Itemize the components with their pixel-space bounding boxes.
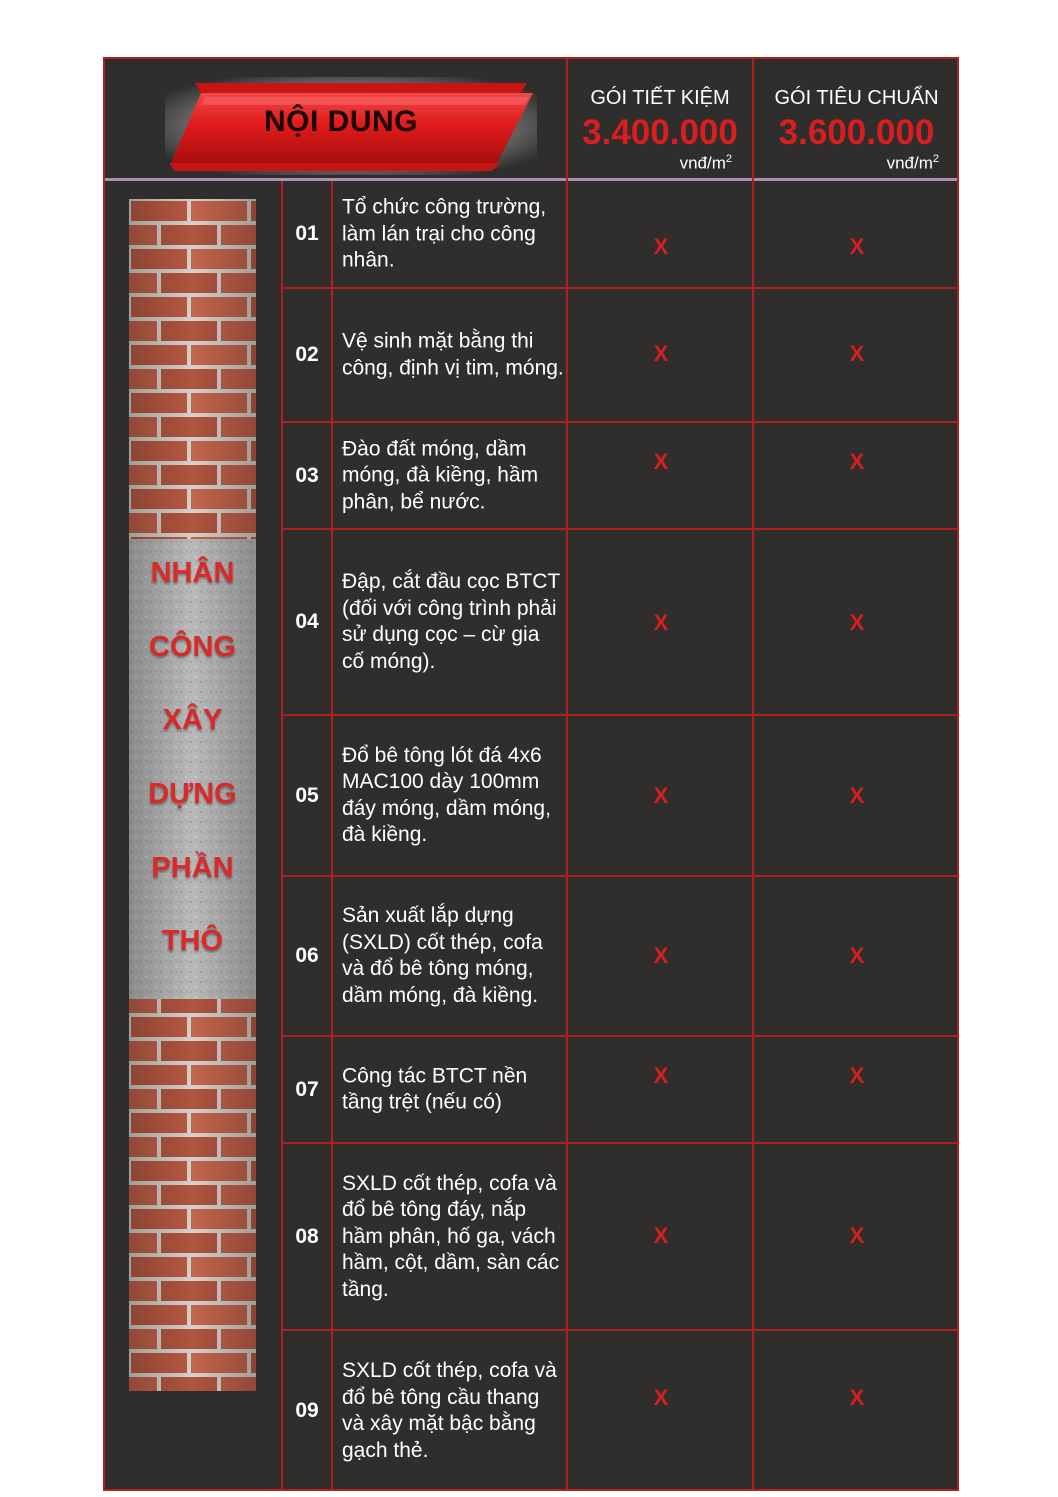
table-row [283,1144,959,1329]
package-standard-header [754,59,959,178]
economy-included-mark: X [653,1223,669,1248]
package-name: GÓI TIẾT KIỆM [590,87,730,109]
side-caption-word: THÔ [161,925,224,957]
row-description: Đổ bê tông lót đá 4x6 MAC100 dày 100mm đáy móng, dầm móng, đà kiềng. [342,743,551,846]
table-row [283,1331,959,1491]
economy-included-mark: X [653,1063,669,1088]
row-number: 07 [295,1077,319,1101]
economy-included-mark: X [653,783,669,808]
side-column-graphic [129,199,256,1391]
table-row [283,181,959,287]
row-number: 03 [295,463,319,487]
standard-included-mark: X [849,234,865,259]
table-row [283,289,959,421]
economy-included-mark: X [653,234,669,259]
package-unit: vnđ/$m^2$ [886,153,939,173]
standard-included-mark: X [849,449,865,474]
package-economy-header [568,59,752,178]
economy-included-mark: X [653,943,669,968]
side-caption-word: CÔNG [149,631,236,663]
economy-included-mark: X [653,341,669,366]
table-row [283,1037,959,1142]
row-description: SXLD cốt thép, cofa và đổ bê tông cầu thang và xây mặt bậc bằng gạch thẻ. [342,1359,557,1462]
table-row [283,877,959,1035]
row-number: 09 [295,1399,319,1422]
standard-included-mark: X [849,783,865,808]
row-number: 04 [295,610,319,633]
row-description: Đập, cắt đầu cọc BTCT (đối với công trình phải sử dụng cọc – cừ gia cố móng). [342,570,560,673]
standard-included-mark: X [849,1385,865,1410]
content-banner [165,77,537,175]
row-description: Sản xuất lắp dựng (SXLD) cốt thép, cofa và đổ bê tông móng, dầm móng, đà kiềng. [342,904,543,1007]
economy-included-mark: X [653,1385,669,1410]
package-unit: vnđ/$m^2$ [679,153,732,173]
row-description: Công tác BTCT nền tầng trệt (nếu có) [342,1064,528,1114]
row-description: Đào đất móng, dầm móng, đà kiềng, hầm phân, bể nước. [342,436,539,513]
side-caption-word: XÂY [162,704,223,736]
standard-included-mark: X [849,943,865,968]
row-description: SXLD cốt thép, cofa và đổ bê tông đáy, nắp hầm phân, hố ga, vách hầm, cột, dầm, sàn các tầng. [342,1171,560,1301]
row-number: 02 [295,343,319,366]
table-row [283,716,959,875]
side-caption-word: NHÂN [150,557,235,589]
side-caption-word: PHẦN [151,852,234,884]
pricing-table [103,57,959,1491]
standard-included-mark: X [849,1063,865,1088]
row-number: 08 [295,1224,319,1248]
row-description: Tổ chức công trường, làm lán trại cho công nhân. [342,195,547,272]
row-number: 05 [295,783,319,807]
package-price: 3.400.000 [582,113,738,152]
standard-included-mark: X [849,610,865,635]
economy-included-mark: X [653,610,669,635]
row-description: Vệ sinh mặt bằng thi công, định vị tim, móng. [342,329,564,379]
standard-included-mark: X [849,1223,865,1248]
content-heading: NỘI DUNG [264,105,418,138]
row-number: 01 [295,222,319,245]
table-row [283,530,959,714]
economy-included-mark: X [653,449,669,474]
package-price: 3.600.000 [778,113,935,152]
package-name: GÓI TIÊU CHUẨN [774,87,939,109]
side-caption-word: DỰNG [148,778,237,810]
table-row [283,423,959,528]
row-number: 06 [295,944,319,967]
standard-included-mark: X [849,341,865,366]
